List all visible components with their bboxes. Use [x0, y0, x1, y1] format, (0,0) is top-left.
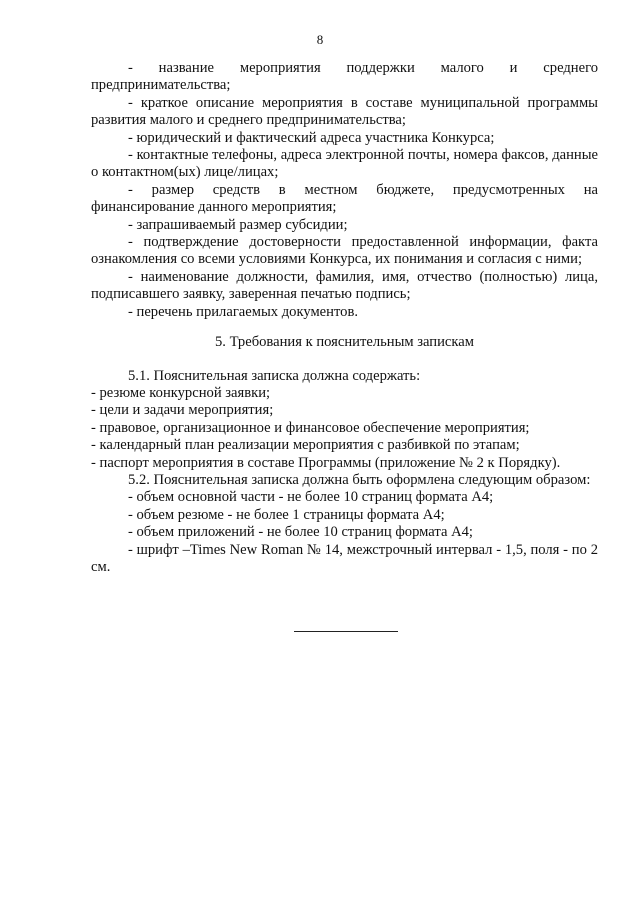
list-item: - запрашиваемый размер субсидии;	[128, 216, 348, 233]
end-divider	[294, 631, 398, 632]
list-item: - размер средств в местном бюджете, предусмотренных на финансирование данного мероприятия;	[91, 181, 598, 216]
section-title: 5. Требования к пояснительным запискам	[214, 334, 474, 351]
list-item: - паспорт мероприятия в составе Программы (приложение № 2 к Порядку).	[91, 454, 561, 471]
list-item: - контактные телефоны, адреса электронной почты, номера факсов, данные о контактном(ых) лице/лицах;	[91, 147, 598, 181]
list-item: - шрифт –Times New Roman № 14, межстрочный интервал - 1,5, поля - по 2 см.	[91, 541, 598, 575]
list-item: - правовое, организационное и финансовое обеспечение мероприятия;	[91, 419, 530, 436]
list-item: - краткое описание мероприятия в составе муниципальной программы развития малого и среднего предпринимательства;	[91, 94, 598, 129]
list-item: - название мероприятия поддержки малого и среднего предпринимательства;	[91, 60, 598, 94]
list-item: - подтверждение достоверности предоставленной информации, факта ознакомления со всеми условиями Конкурса, их понимания и согласия с ними;	[91, 234, 598, 268]
list-item: - цели и задачи мероприятия;	[91, 402, 274, 419]
page-number: 8	[316, 32, 324, 47]
list-item: - наименование должности, фамилия, имя, отчество (полностью) лица, подписавшего заявку, заверенная печатью подпись;	[91, 268, 598, 303]
list-item: - календарный план реализации мероприятия с разбивкой по этапам;	[91, 437, 520, 454]
list-item: - резюме конкурсной заявки;	[91, 384, 271, 401]
list-item: - юридический и фактический адреса участника Конкурса;	[128, 129, 495, 146]
list-item: - объем резюме - не более 1 страницы формата А4;	[128, 506, 445, 523]
document-body	[91, 60, 598, 576]
list-item: - объем основной части - не более 10 страниц формата А4;	[128, 489, 494, 506]
clause-5-1-intro: 5.1. Пояснительная записка должна содержать:	[128, 367, 421, 384]
list-item: - перечень прилагаемых документов.	[128, 303, 358, 320]
list-item: - объем приложений - не более 10 страниц формата А4;	[128, 524, 473, 541]
clause-5-2-intro: 5.2. Пояснительная записка должна быть оформлена следующим образом:	[128, 471, 591, 488]
